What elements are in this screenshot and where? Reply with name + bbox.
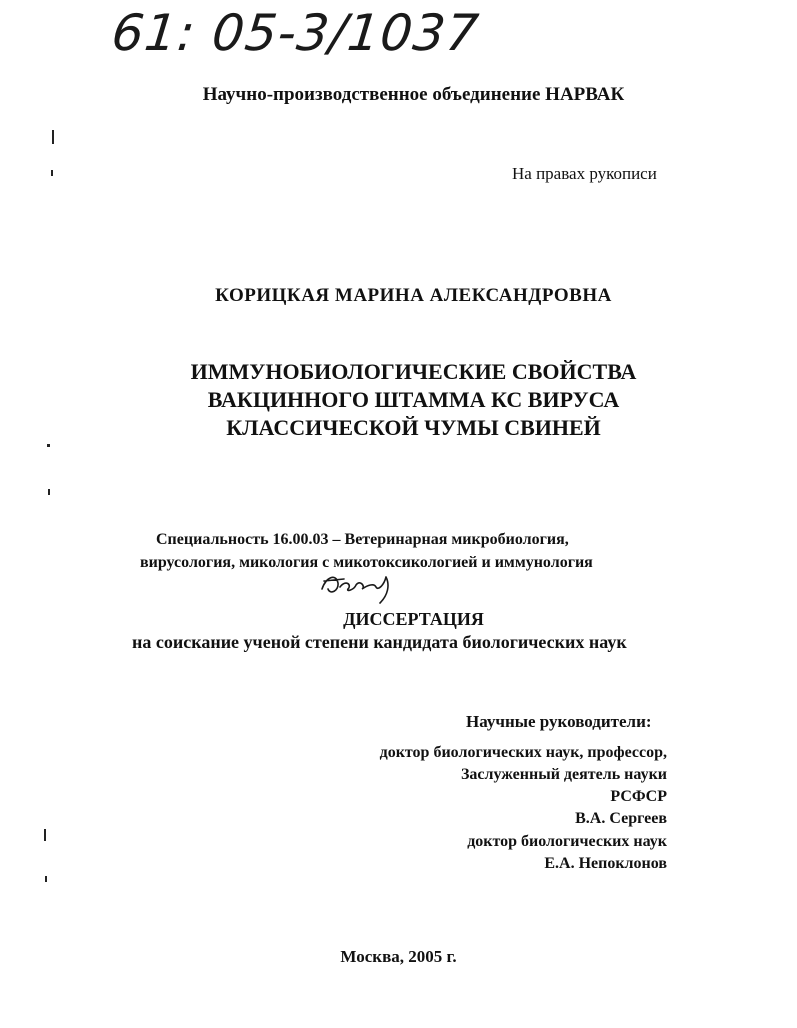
- dissertation-title: [0, 358, 797, 442]
- scan-mark: [47, 444, 50, 447]
- dissertation-label: ДИССЕРТАЦИЯ: [343, 609, 484, 629]
- advisor-1: [380, 742, 667, 830]
- title-line: КЛАССИЧЕСКОЙ ЧУМЫ СВИНЕЙ: [226, 415, 601, 440]
- organization-name: Научно-производственное объединение НАРВАК: [202, 84, 625, 105]
- advisor-1-line: В.А. Сергеев: [575, 810, 667, 827]
- advisor-1-line: Заслуженный деятель науки: [460, 766, 667, 783]
- signature: [316, 563, 396, 607]
- advisor-2-line: доктор биологических наук: [467, 833, 667, 850]
- archive-number-handwritten: 61: 05-3/1037: [108, 4, 482, 62]
- advisor-1-line: доктор биологических наук, профессор,: [379, 744, 667, 761]
- scan-mark: [52, 130, 54, 144]
- advisor-1-line: РСФСР: [610, 788, 667, 805]
- manuscript-rights-note: На правах рукописи: [512, 164, 657, 183]
- advisor-2: [467, 831, 667, 875]
- scan-mark: [48, 489, 50, 495]
- specialty-line: вирусология, микология с микотоксикологией и иммунология: [140, 554, 593, 571]
- scan-mark: [51, 170, 53, 176]
- degree-line: на соискание ученой степени кандидата биологических наук: [132, 632, 627, 652]
- title-line: ВАКЦИННОГО ШТАММА КС ВИРУСА: [207, 387, 620, 412]
- advisors-heading: Научные руководители:: [466, 712, 652, 731]
- place-and-year: Москва, 2005 г.: [340, 947, 457, 966]
- scan-mark: [45, 876, 47, 882]
- specialty-line: Специальность 16.00.03 – Ветеринарная микробиология,: [156, 531, 569, 548]
- author-name: КОРИЦКАЯ МАРИНА АЛЕКСАНДРОВНА: [215, 285, 612, 306]
- scan-mark: [44, 829, 46, 841]
- title-line: ИММУНОБИОЛОГИЧЕСКИЕ СВОЙСТВА: [190, 359, 637, 384]
- advisor-2-line: Е.А. Непоклонов: [544, 855, 667, 872]
